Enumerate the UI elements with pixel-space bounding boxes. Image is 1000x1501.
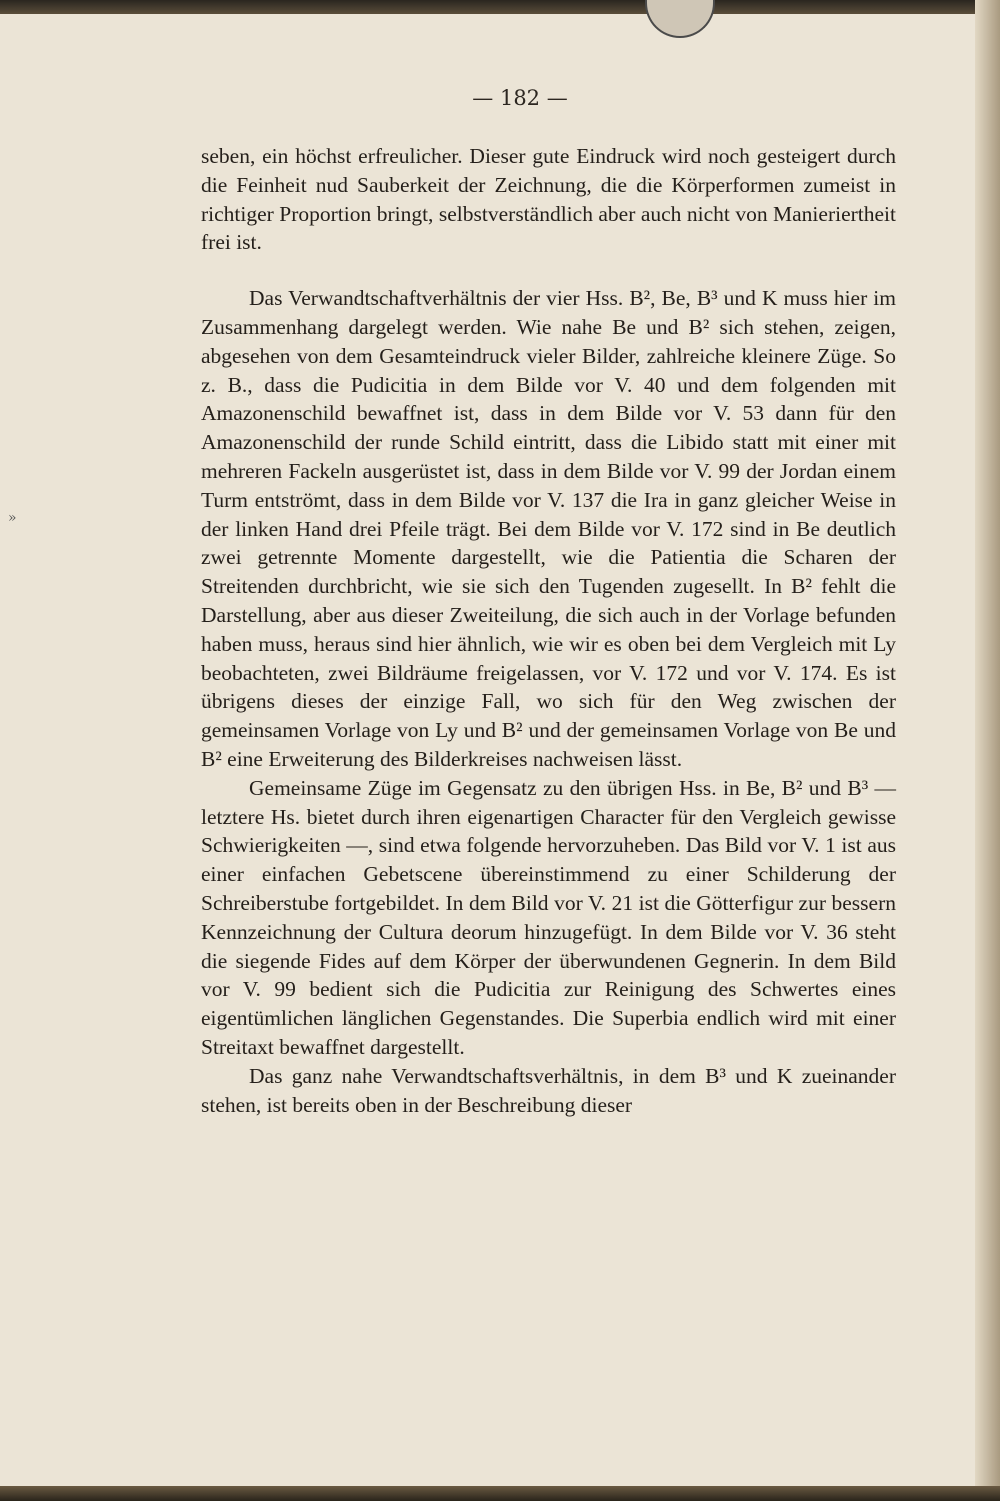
book-top-edge [0, 0, 1000, 14]
paragraph-4: Das ganz nahe Verwandtschaftsverhältnis, in dem B³ und K zueinander stehen, ist bereits oben in der Beschreibung dieser [201, 1063, 896, 1117]
paragraph-2: Das Verwandtschaftverhältnis der vier Hss. B², Be, B³ und K muss hier im Zusammenhang dargelegt werden. Wie nahe Be und B² sich stehen, zeigen, abgesehen von dem Gesamteindruck vieler Bilder, zahlreiche kleinere Züge. So z. B., dass die Pudicitia in dem Bilde vor V. 40 und dem folgenden mit Amazonenschild bewaffnet ist, dass in dem Bilde vor V. 53 dann für den Amazonenschild der runde Schild eintritt, dass die Libido statt mit einer mit mehreren Fackeln ausgerüstet ist, dass in dem Bilde vor V. 99 der Jordan einem Turm entströmt, dass in dem Bilde vor V. 137 die Ira in ganz gleicher Weise in der linken Hand drei Pfeile trägt. Bei dem Bilde vor V. 172 sind in Be deutlich zwei getrennte Momente dargestellt, wie die Patientia die Scharen der Streitenden durchbricht, wie sie sich den Tugenden zugesellt. In B² fehlt die Darstellung, aber aus dieser Zweiteilung, die sich auch in der Vorlage befunden haben muss, heraus sind hier ähnlich, wie wir es oben bei dem Vergleich mit Ly beobachteten, zwei Bildräume freigelassen, vor V. 172 und vor V. 174. Es ist übrigens dieses der einzige Fall, wo sich für den Weg zwischen der gemeinsamen Vorlage von Ly und B² und der gemeinsamen Vorlage von Be und B² eine Erweiterung des Bilderkreises nachweisen lässt. [201, 286, 896, 771]
margin-mark: » [8, 510, 17, 526]
book-right-edge [975, 0, 1000, 1501]
paragraph-3: Gemeinsame Züge im Gegensatz zu den übrigen Hss. in Be, B² und B³ — letztere Hs. bietet durch ihren eigenartigen Character für den Vergleich gewisse Schwierigkeiten —, sind etwa folgende hervorzuheben. Das Bild vor V. 1 ist aus einer einfachen Gebetscene übereinstimmend zu einer Schilderung der Schreiberstube fortgebildet. In dem Bild vor V. 21 ist die Götterfigur zur bessern Kennzeichnung der Cultura deorum hinzugefügt. In dem Bilde vor V. 36 steht die siegende Fides auf dem Körper der überwundenen Gegnerin. In dem Bild vor V. 99 bedient sich die Pudicitia zur Reinigung des Schwertes eines eigentümlichen länglichen Gegenstandes. Die Superbia endlich wird mit einer Streitaxt bewaffnet dargestellt. [201, 775, 896, 1059]
paragraph-1: seben, ein höchst erfreulicher. Dieser gute Eindruck wird noch gesteigert durch die Feinheit nud Sauberkeit der Zeichnung, die die Körperformen zumeist in richtiger Proportion bringt, selbstverständlich aber auch nicht von Manieriertheit frei ist. [201, 144, 896, 255]
page-number: — 182 — [472, 86, 568, 110]
book-bottom-edge [0, 1486, 1000, 1501]
body-text [201, 142, 896, 1119]
